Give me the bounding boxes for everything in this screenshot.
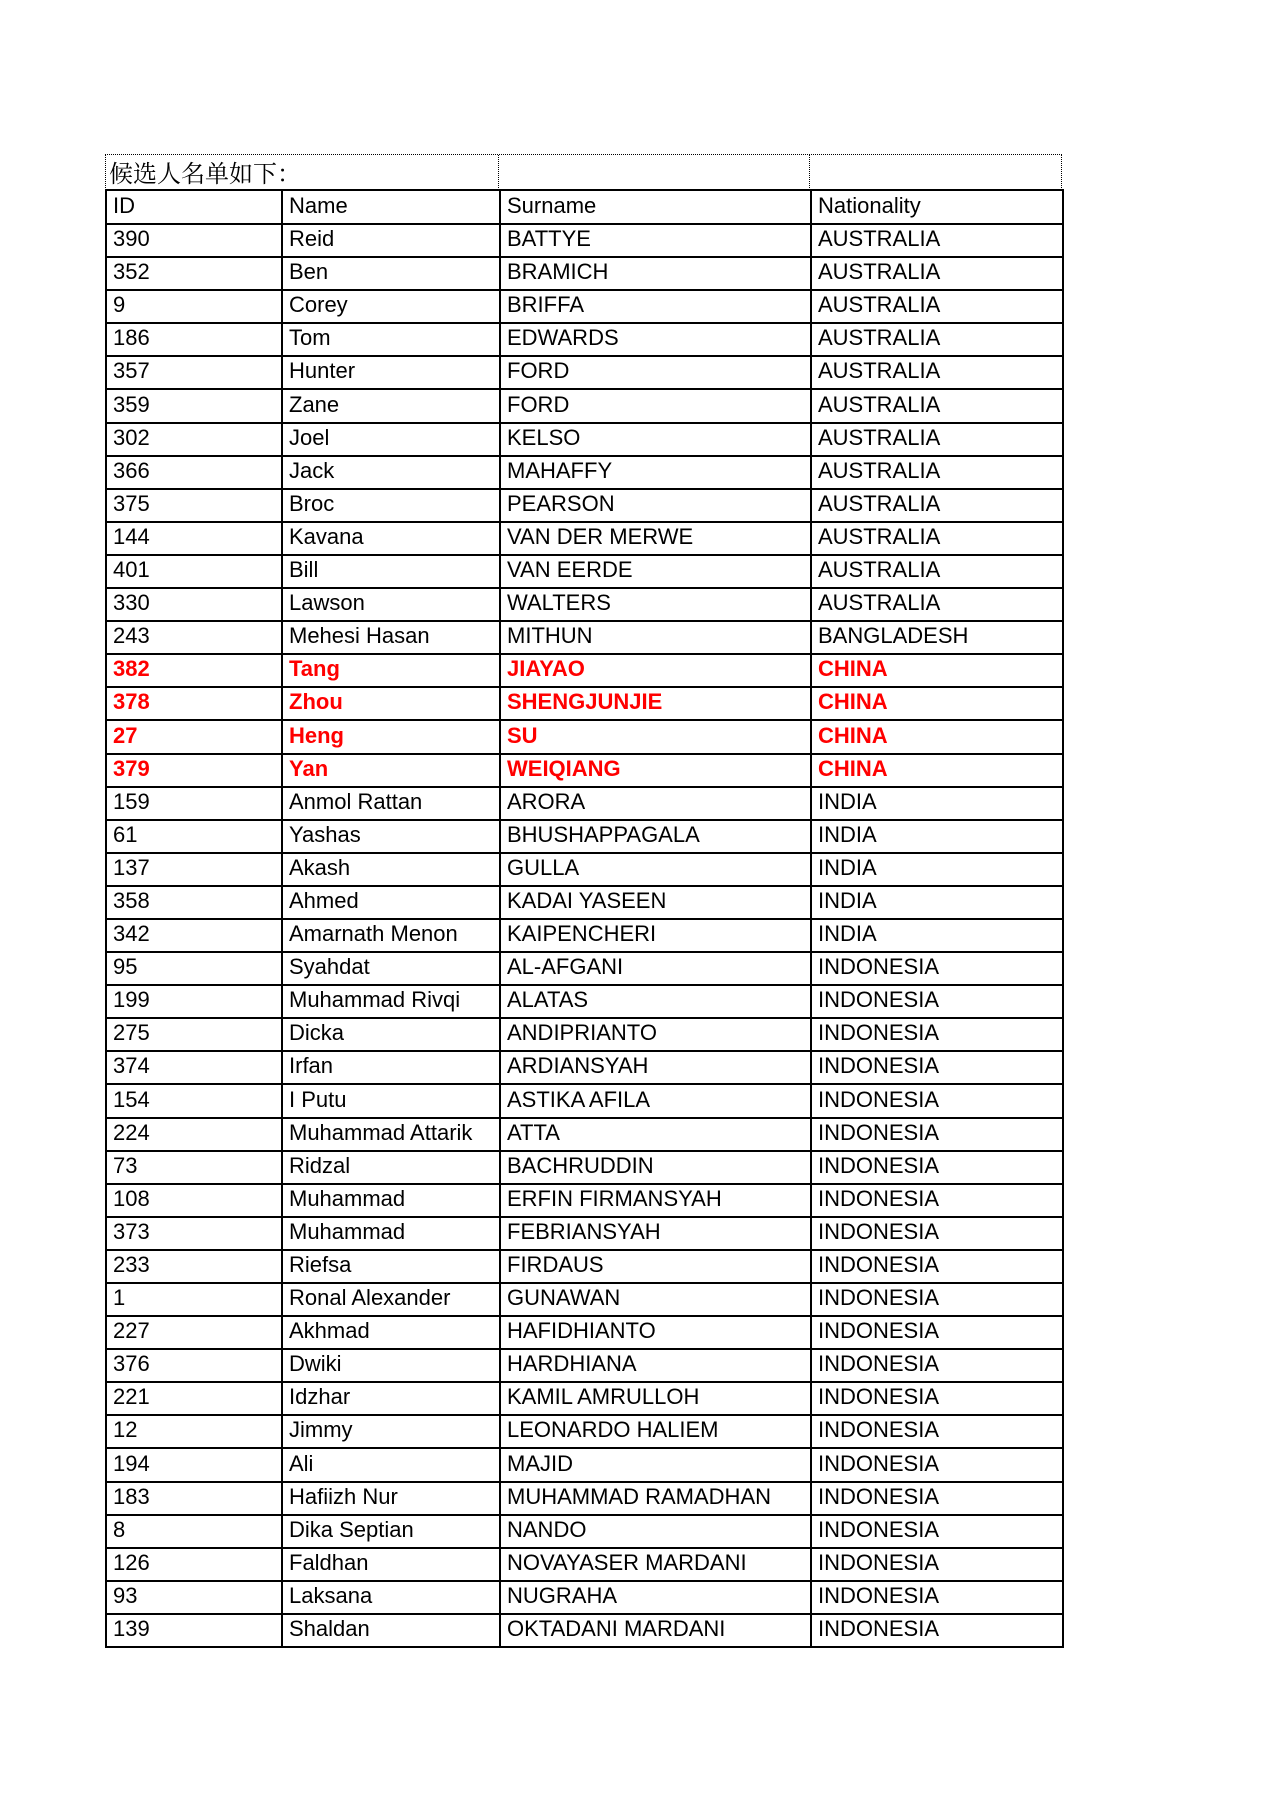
id-cell: 227 [106,1316,282,1349]
nationality-cell: INDONESIA [811,1250,1063,1283]
nationality-cell: INDONESIA [811,1051,1063,1084]
table-row [106,1283,1063,1316]
table-row [106,1581,1063,1614]
name-cell: Joel [282,423,500,456]
table-row [106,754,1063,787]
table-row [106,1415,1063,1448]
surname-cell: MAHAFFY [500,456,811,489]
id-cell: 233 [106,1250,282,1283]
surname-cell: NUGRAHA [500,1581,811,1614]
nationality-cell: CHINA [811,754,1063,787]
surname-cell: NANDO [500,1515,811,1548]
table-row [106,290,1063,323]
table-row [106,654,1063,687]
surname-cell: JIAYAO [500,654,811,687]
nationality-cell: INDONESIA [811,1118,1063,1151]
name-cell: Tang [282,654,500,687]
id-cell: 358 [106,886,282,919]
name-cell: Ali [282,1448,500,1481]
table-row [106,787,1063,820]
nationality-cell: BANGLADESH [811,621,1063,654]
name-cell: Tom [282,323,500,356]
nationality-cell: INDONESIA [811,1448,1063,1481]
nationality-cell: CHINA [811,687,1063,720]
table-row [106,224,1063,257]
id-cell: 95 [106,952,282,985]
id-cell: 376 [106,1349,282,1382]
table-row [106,1217,1063,1250]
surname-cell: KAIPENCHERI [500,919,811,952]
nationality-cell: INDONESIA [811,1382,1063,1415]
nationality-cell: INDONESIA [811,1151,1063,1184]
id-cell: 194 [106,1448,282,1481]
id-cell: 108 [106,1184,282,1217]
id-cell: 401 [106,555,282,588]
id-cell: 375 [106,489,282,522]
name-cell: Muhammad [282,1217,500,1250]
name-cell: Broc [282,489,500,522]
name-cell: Ronal Alexander [282,1283,500,1316]
id-cell: 352 [106,257,282,290]
name-cell: Syahdat [282,952,500,985]
nationality-cell: INDONESIA [811,1548,1063,1581]
id-cell: 342 [106,919,282,952]
surname-cell: ATTA [500,1118,811,1151]
table-row [106,720,1063,753]
id-cell: 199 [106,985,282,1018]
surname-cell: ARDIANSYAH [500,1051,811,1084]
table-row [106,1448,1063,1481]
name-cell: Dwiki [282,1349,500,1382]
header-cell-nationality: Nationality [811,190,1063,224]
id-cell: 137 [106,853,282,886]
header-cell-name: Name [282,190,500,224]
nationality-cell: INDONESIA [811,1018,1063,1051]
nationality-cell: INDONESIA [811,1084,1063,1117]
nationality-cell: INDONESIA [811,1316,1063,1349]
nationality-cell: AUSTRALIA [811,224,1063,257]
id-cell: 144 [106,522,282,555]
nationality-cell: CHINA [811,720,1063,753]
header-cell-id: ID [106,190,282,224]
table-row [106,886,1063,919]
surname-cell: ALATAS [500,985,811,1018]
name-cell: Faldhan [282,1548,500,1581]
candidates-table [105,189,1064,1648]
name-cell: Akash [282,853,500,886]
id-cell: 154 [106,1084,282,1117]
nationality-cell: AUSTRALIA [811,356,1063,389]
surname-cell: FIRDAUS [500,1250,811,1283]
nationality-cell: AUSTRALIA [811,588,1063,621]
note-empty-cell-2 [810,155,1062,190]
name-cell: Hunter [282,356,500,389]
name-cell: Ahmed [282,886,500,919]
name-cell: Lawson [282,588,500,621]
table-row [106,389,1063,422]
header-row [106,190,1063,224]
nationality-cell: INDIA [811,787,1063,820]
name-cell: Akhmad [282,1316,500,1349]
surname-cell: SHENGJUNJIE [500,687,811,720]
name-cell: Shaldan [282,1614,500,1647]
table-row [106,1118,1063,1151]
id-cell: 9 [106,290,282,323]
surname-cell: GULLA [500,853,811,886]
surname-cell: NOVAYASER MARDANI [500,1548,811,1581]
surname-cell: MAJID [500,1448,811,1481]
name-cell: Heng [282,720,500,753]
name-cell: Kavana [282,522,500,555]
surname-cell: OKTADANI MARDANI [500,1614,811,1647]
surname-cell: GUNAWAN [500,1283,811,1316]
id-cell: 357 [106,356,282,389]
table-row [106,1316,1063,1349]
surname-cell: ASTIKA AFILA [500,1084,811,1117]
name-cell: Muhammad Rivqi [282,985,500,1018]
id-cell: 275 [106,1018,282,1051]
surname-cell: LEONARDO HALIEM [500,1415,811,1448]
table-row [106,853,1063,886]
id-cell: 379 [106,754,282,787]
surname-cell: MITHUN [500,621,811,654]
id-cell: 390 [106,224,282,257]
note-cell [105,155,499,190]
name-cell: I Putu [282,1084,500,1117]
id-cell: 8 [106,1515,282,1548]
nationality-cell: INDIA [811,886,1063,919]
surname-cell: BRIFFA [500,290,811,323]
surname-cell: HAFIDHIANTO [500,1316,811,1349]
id-cell: 302 [106,423,282,456]
nationality-cell: INDONESIA [811,1581,1063,1614]
name-cell: Ridzal [282,1151,500,1184]
name-cell: Ben [282,257,500,290]
nationality-cell: INDONESIA [811,952,1063,985]
surname-cell: KADAI YASEEN [500,886,811,919]
id-cell: 61 [106,820,282,853]
surname-cell: PEARSON [500,489,811,522]
table-row [106,257,1063,290]
surname-cell: BACHRUDDIN [500,1151,811,1184]
table-row [106,356,1063,389]
id-cell: 12 [106,1415,282,1448]
candidates-note: 候选人名单如下： [109,162,301,188]
surname-cell: ANDIPRIANTO [500,1018,811,1051]
table-row [106,952,1063,985]
name-cell: Zane [282,389,500,422]
surname-cell: KAMIL AMRULLOH [500,1382,811,1415]
nationality-cell: INDONESIA [811,1217,1063,1250]
name-cell: Irfan [282,1051,500,1084]
surname-cell: KELSO [500,423,811,456]
id-cell: 373 [106,1217,282,1250]
name-cell: Anmol Rattan [282,787,500,820]
name-cell: Muhammad [282,1184,500,1217]
nationality-cell: INDIA [811,820,1063,853]
surname-cell: VAN EERDE [500,555,811,588]
name-cell: Mehesi Hasan [282,621,500,654]
nationality-cell: INDONESIA [811,1184,1063,1217]
table-row [106,522,1063,555]
surname-cell: FORD [500,389,811,422]
table-row [106,985,1063,1018]
table-row [106,555,1063,588]
table-row [106,1151,1063,1184]
id-cell: 221 [106,1382,282,1415]
nationality-cell: INDIA [811,853,1063,886]
id-cell: 378 [106,687,282,720]
nationality-cell: AUSTRALIA [811,290,1063,323]
nationality-cell: INDONESIA [811,1614,1063,1647]
surname-cell: BRAMICH [500,257,811,290]
surname-cell: AL-AFGANI [500,952,811,985]
surname-cell: WEIQIANG [500,754,811,787]
table-row [106,1515,1063,1548]
name-cell: Zhou [282,687,500,720]
table-row [106,1018,1063,1051]
surname-cell: MUHAMMAD RAMADHAN [500,1482,811,1515]
id-cell: 93 [106,1581,282,1614]
table-row [106,687,1063,720]
surname-cell: ARORA [500,787,811,820]
table-row [106,588,1063,621]
table-row [106,1482,1063,1515]
nationality-cell: INDONESIA [811,1415,1063,1448]
id-cell: 183 [106,1482,282,1515]
name-cell: Corey [282,290,500,323]
surname-cell: HARDHIANA [500,1349,811,1382]
surname-cell: VAN DER MERWE [500,522,811,555]
name-cell: Riefsa [282,1250,500,1283]
surname-cell: EDWARDS [500,323,811,356]
name-cell: Yan [282,754,500,787]
id-cell: 374 [106,1051,282,1084]
table-row [106,1051,1063,1084]
id-cell: 224 [106,1118,282,1151]
name-cell: Yashas [282,820,500,853]
table-row [106,1614,1063,1647]
name-cell: Bill [282,555,500,588]
nationality-cell: AUSTRALIA [811,389,1063,422]
name-cell: Dicka [282,1018,500,1051]
nationality-cell: AUSTRALIA [811,456,1063,489]
id-cell: 126 [106,1548,282,1581]
id-cell: 366 [106,456,282,489]
name-cell: Reid [282,224,500,257]
nationality-cell: INDONESIA [811,1349,1063,1382]
nationality-cell: INDONESIA [811,985,1063,1018]
table-row [106,919,1063,952]
id-cell: 139 [106,1614,282,1647]
nationality-cell: INDIA [811,919,1063,952]
id-cell: 159 [106,787,282,820]
id-cell: 186 [106,323,282,356]
id-cell: 382 [106,654,282,687]
surname-cell: SU [500,720,811,753]
note-empty-cell-1 [499,155,810,190]
id-cell: 359 [106,389,282,422]
table-row [106,489,1063,522]
name-cell: Jimmy [282,1415,500,1448]
header-cell-surname: Surname [500,190,811,224]
nationality-cell: INDONESIA [811,1283,1063,1316]
surname-cell: FEBRIANSYAH [500,1217,811,1250]
table-row [106,1084,1063,1117]
nationality-cell: AUSTRALIA [811,323,1063,356]
id-cell: 73 [106,1151,282,1184]
surname-cell: WALTERS [500,588,811,621]
nationality-cell: CHINA [811,654,1063,687]
name-cell: Laksana [282,1581,500,1614]
table-row [106,820,1063,853]
table-row [106,456,1063,489]
nationality-cell: INDONESIA [811,1482,1063,1515]
surname-cell: BHUSHAPPAGALA [500,820,811,853]
nationality-cell: AUSTRALIA [811,257,1063,290]
nationality-cell: INDONESIA [811,1515,1063,1548]
id-cell: 330 [106,588,282,621]
table-row [106,1184,1063,1217]
name-cell: Muhammad Attarik [282,1118,500,1151]
table-row [106,1382,1063,1415]
name-cell: Amarnath Menon [282,919,500,952]
table-row [106,1548,1063,1581]
nationality-cell: AUSTRALIA [811,489,1063,522]
table-row [106,1250,1063,1283]
nationality-cell: AUSTRALIA [811,555,1063,588]
name-cell: Jack [282,456,500,489]
table-row [106,621,1063,654]
surname-cell: BATTYE [500,224,811,257]
id-cell: 27 [106,720,282,753]
table-row [106,1349,1063,1382]
id-cell: 1 [106,1283,282,1316]
name-cell: Hafiizh Nur [282,1482,500,1515]
name-cell: Dika Septian [282,1515,500,1548]
nationality-cell: AUSTRALIA [811,522,1063,555]
nationality-cell: AUSTRALIA [811,423,1063,456]
note-row [105,154,1062,189]
id-cell: 243 [106,621,282,654]
surname-cell: ERFIN FIRMANSYAH [500,1184,811,1217]
table-row [106,423,1063,456]
surname-cell: FORD [500,356,811,389]
table-row [106,323,1063,356]
name-cell: Idzhar [282,1382,500,1415]
